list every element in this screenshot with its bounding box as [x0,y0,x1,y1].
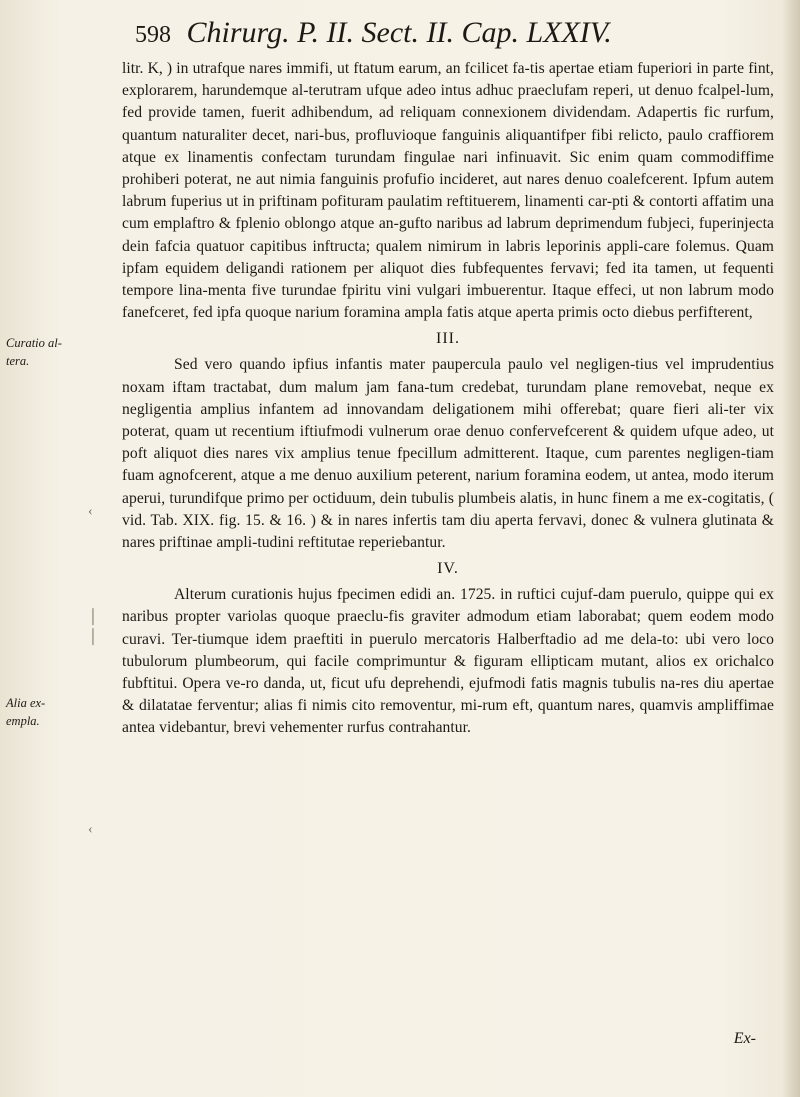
paragraph-2: Sed vero quando ipfius infantis mater paupercula paulo vel negligen-tius vel imprudentius noxam iftam tractabat, dum malum jam fana-tum credebat, turundam plane removebat, neque ex negligentia amplius infantem ad innovandam deligationem mihi offerebat; quare fieri ali-ter vix poterat, quam ut recentium iftiufmodi vulnerum orae denuo confervefcerent & quidem ufque adeo, ut poft aliquot dies nares vix amplius tenue fpecillum admitterent. Itaque, cum parentes negligen-tiam fuam agnofcerent, atque a me denuo auxilium peterent, narium foramina eodem, ut antea, modo iterum aperui, turundifque primo per octiduum, dein tubulis plumbeis alatis, in hunc finem a me ex-cogitatis, ( vid. Tab. XIX. fig. 15. & 16. ) & in nares infertis tam diu aperta fervavi, donec & vulnera glutinata & nares priftinae ampli-tudini reftitutae reperiebantur. [122,356,774,552]
page-edge-shadow [782,0,800,1097]
section-number-4: IV. [437,560,459,578]
section-number-3: III. [436,330,460,348]
catchword: Ex- [733,1030,756,1047]
margin-bracket-mark: │ [88,630,98,645]
margin-bracket-mark: ‹ [88,504,93,519]
running-title: Chirurg. P. II. Sect. II. Cap. LXXIV. [186,16,612,49]
paragraph-1: litr. K, ) in utrafque nares immifi, ut ftatum earum, an fcilicet fa-tis apertae etiam fuperiori in parte fint, explorarem, harundemque al-terutram ufque adeo intus adhuc praeclufam reperi, ut denuo fcalpel-lum, fed provide tamen, fuerit adhibendum, ad reliquam connexionem dividendam. Adapertis fic rurfum, quantum naturaliter decet, nari-bus, profluvioque fanguinis aliquantifper fibi relicto, paulo craffiorem atque ex linamentis confectam turundam fingulae nari infinuavit. Sic enim quam commodiffime prohiberi poterat, ne aut nimia fanguinis profufio incideret, aut nares denuo coalefcerent. Ipfum autem labrum fuperius ut in priftinam pofituram paulatim reftituerem, linamenti car-pti & contorti affatim una cum emplaftro & fplenio oblongo atque an-gufto naribus ad labrum deprimendum fubjeci, fuperinjecta dein fafcia quatuor capitibus inftructa; qualem nimirum in labris leporinis appli-care folemus. Quam ipfam equidem deligandi rationem per aliquot dies fubfequentes fervavi; fed ita tamen, ut fequenti tempore lina-menta five turundae fpiritu vini vulgari imbuerentur. Itaque effeci, ut non labrum modo fanefceret, fed ipfa quoque narium foramina ampla fatis atque aperta primis octo diebus perfifterent, [122,60,774,322]
paragraph-3: Alterum curationis hujus fpecimen edidi an. 1725. in ruftici cujuf-dam puerulo, quippe qui ex naribus propter variolas quoque praeclu-fis graviter admodum etiam laborabat; quem eodem modo curavi. Ter-tiumque idem praeftiti in puerulo mercatoris Halberftadio ad me dela-to: ubi vero loco tubulorum plumbeorum, qui facile comprimuntur & figuram ellipticam mutant, alios ex orichalco fubftitui. Opera ve-ro danda, ut, ficut ufu deprehendi, ejufmodi fatis magnis tubulis na-res diu apertae & dilatatae ferventur; alias fi nimis cito removentur, mi-rum eft, quantum nares, quamvis ampliffimae antea videbantur, brevi vehementer rurfus contrahantur. [122,586,774,737]
margin-bracket-mark: ‹ [88,822,93,837]
margin-note-alia-exempla: Alia ex-empla. [6,696,46,728]
running-header [135,16,735,60]
text-body [122,58,774,740]
margin-bracket-mark: │ [88,610,98,625]
page-number: 598 [135,22,171,48]
margin-note-curatio: Curatio al-tera. [6,336,62,368]
